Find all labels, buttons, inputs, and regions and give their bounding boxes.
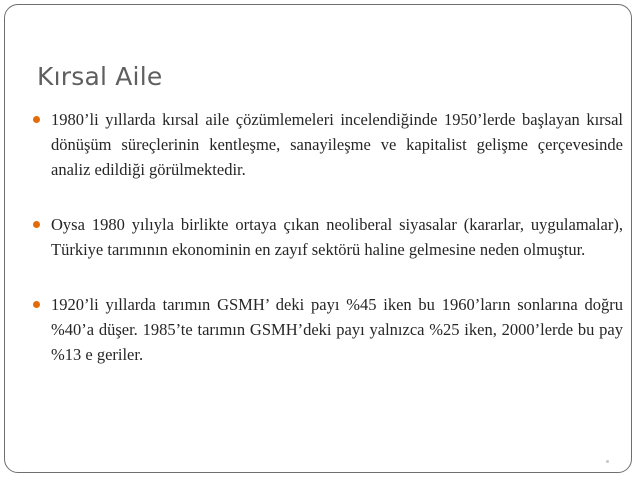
slide-frame xyxy=(4,4,632,473)
bullet-dot-icon xyxy=(33,116,40,123)
slide-title: Kırsal Aile xyxy=(37,62,163,91)
bullet-item-1 xyxy=(31,107,623,182)
bullet-item-3 xyxy=(31,292,623,367)
bullet-dot-icon xyxy=(33,221,40,228)
bullet-item-2 xyxy=(31,212,623,262)
page-marker xyxy=(606,460,609,463)
bullet-text-3: 1920’li yıllarda tarımın GSMH’ deki payı %45 iken bu 1960’ların sonlarına doğru %40’a düşer. 1985’te tarımın GSMH’deki payı yalnızca %25 iken, 2000’lerde bu pay %13 e geriler. xyxy=(51,295,623,364)
bullet-text-1: 1980’li yıllarda kırsal aile çözümlemeleri incelendiğinde 1950’lerde başlayan kırsal dönüşüm süreçlerinin kentleşme, sanayileşme ve kapitalist gelişme çerçevesinde analiz edildiği görülmektedir. xyxy=(51,110,623,179)
bullet-list xyxy=(31,107,623,397)
bullet-text-2: Oysa 1980 yılıyla birlikte ortaya çıkan neoliberal siyasalar (kararlar, uygulamalar), Türkiye tarımının ekonominin en zayıf sektörü haline gelmesine neden olmuştur. xyxy=(51,215,623,259)
bullet-dot-icon xyxy=(33,301,40,308)
